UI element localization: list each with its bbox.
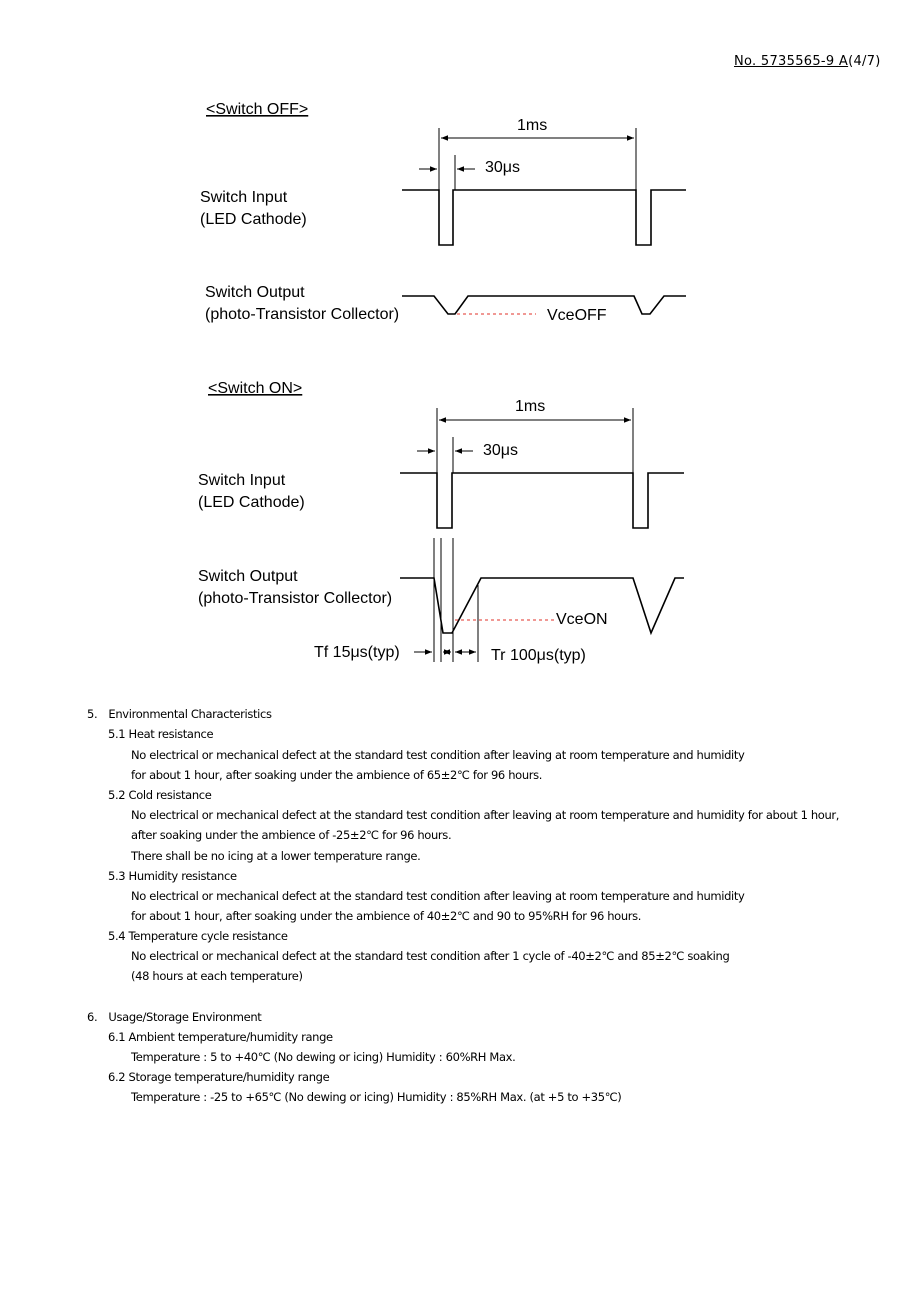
section6-1-title: 6.1 Ambient temperature/humidity range <box>108 1030 333 1044</box>
section5-2-title: 5.2 Cold resistance <box>108 788 212 802</box>
switch-off-output-waveform <box>402 296 686 314</box>
section6-2-line-1: Temperature : -25 to +65℃ (No dewing or icing) Humidity : 85%RH Max. (at +5 to +35℃) <box>131 1090 622 1104</box>
section5-1-title: 5.1 Heat resistance <box>108 727 214 741</box>
page-indicator: (4/7) <box>848 54 881 69</box>
section5-4-title: 5.4 Temperature cycle resistance <box>108 929 288 943</box>
section5-3-line-1: No electrical or mechanical defect at the standard test condition after leaving at room temperature and humidity <box>131 889 745 903</box>
section5-2-line-1: No electrical or mechanical defect at the standard test condition after leaving at room temperature and humidity for about 1 hour, <box>131 808 840 822</box>
switch-on-input-label-1: Switch Input <box>198 472 286 489</box>
section5-3-title: 5.3 Humidity resistance <box>108 869 237 883</box>
section5-1-line-2: for about 1 hour, after soaking under the ambience of 65±2℃ for 96 hours. <box>131 768 543 782</box>
section6-heading: 6. Usage/Storage Environment <box>87 1010 262 1024</box>
switch-off-period-label: 1ms <box>517 117 548 134</box>
section5-2-line-2: after soaking under the ambience of -25±2℃ for 96 hours. <box>131 828 452 842</box>
switch-on-tf-label: Tf 15μs(typ) <box>314 644 400 661</box>
section5-1-line-1: No electrical or mechanical defect at the standard test condition after leaving at room temperature and humidity <box>131 748 745 762</box>
switch-on-output-label-2: (photo-Transistor Collector) <box>198 590 393 607</box>
section5-4-line-2: (48 hours at each temperature) <box>131 969 303 983</box>
switch-off-input-waveform <box>402 190 686 245</box>
switch-on-diagram <box>198 380 684 664</box>
section5-2-line-3: There shall be no icing at a lower temperature range. <box>131 849 421 863</box>
switch-off-level-label: VceOFF <box>547 307 607 324</box>
switch-on-input-waveform <box>400 473 684 528</box>
switch-on-input-label-2: (LED Cathode) <box>198 494 305 511</box>
section5-4-line-1: No electrical or mechanical defect at the standard test condition after 1 cycle of -40±2℃ and 85±2℃ soaking <box>131 949 730 963</box>
switch-off-diagram <box>200 101 686 324</box>
switch-off-output-label-1: Switch Output <box>205 284 305 301</box>
section6-1-line-1: Temperature : 5 to +40℃ (No dewing or icing) Humidity : 60%RH Max. <box>131 1050 516 1064</box>
section5-heading: 5. Environmental Characteristics <box>87 707 272 721</box>
document-number-no: No. 5735565-9 A <box>734 54 849 69</box>
switch-off-title: <Switch OFF> <box>206 101 309 118</box>
switch-off-input-label-1: Switch Input <box>200 189 288 206</box>
switch-on-output-waveform <box>400 578 684 633</box>
switch-on-output-label-1: Switch Output <box>198 568 298 585</box>
switch-off-output-label-2: (photo-Transistor Collector) <box>205 306 400 323</box>
switch-on-tr-label: Tr 100μs(typ) <box>491 647 586 664</box>
switch-on-pulse-label: 30μs <box>483 442 519 459</box>
switch-on-title: <Switch ON> <box>208 380 303 397</box>
switch-on-period-label: 1ms <box>515 398 546 415</box>
switch-off-input-label-2: (LED Cathode) <box>200 211 307 228</box>
section5-3-line-2: for about 1 hour, after soaking under the ambience of 40±2℃ and 90 to 95%RH for 96 hours. <box>131 909 642 923</box>
switch-on-level-label: VceON <box>556 611 608 628</box>
section6-2-title: 6.2 Storage temperature/humidity range <box>108 1070 330 1084</box>
switch-off-pulse-label: 30μs <box>485 159 521 176</box>
